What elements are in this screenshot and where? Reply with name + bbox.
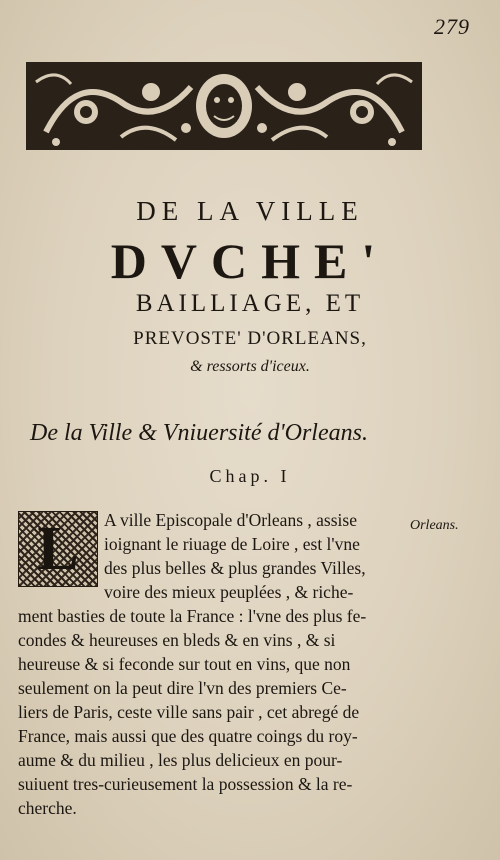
body-line: heureuse & si feconde sur tout en vins, que non xyxy=(18,654,351,674)
title-line-1: DE LA VILLE xyxy=(136,196,364,226)
body-line: voire des mieux peuplées , & riche- xyxy=(104,582,354,602)
title-line-3: BAILLIAGE, ET xyxy=(135,290,365,317)
body-line: France, mais aussi que des quatre coings du roy- xyxy=(18,726,358,746)
section-heading: De la Ville & Vniuersité d'Orleans. xyxy=(30,420,368,446)
body-line: cherche. xyxy=(18,798,77,818)
drop-cap-letter: L xyxy=(37,514,79,583)
body-line: des plus belles & plus grandes Villes, xyxy=(104,558,366,578)
title-line-2: DVCHE' xyxy=(110,233,390,289)
body-line: aume & du milieu , les plus delicieux en pour- xyxy=(18,750,343,770)
body-line: A ville Episcopale d'Orleans , assise xyxy=(104,510,357,530)
page-number: 279 xyxy=(434,14,470,39)
body-line: liers de Paris, ceste ville sans pair , cet abregé de xyxy=(18,702,360,722)
body-line: seulement on la peut dire l'vn des premiers Ce- xyxy=(18,678,347,698)
body-line: condes & heureuses en bleds & en vins , & si xyxy=(18,630,336,650)
title-line-5: & ressorts d'iceux. xyxy=(190,358,310,375)
margin-note: Orleans. xyxy=(410,518,459,533)
chapter-heading: Chap. I xyxy=(209,466,291,486)
body-line: ment basties de toute la France : l'vne des plus fe- xyxy=(18,606,367,626)
woodcut-headpiece-ornament xyxy=(26,62,422,150)
body-line: suiuent tres-curieusement la possession & la re- xyxy=(18,774,353,794)
decorated-drop-cap xyxy=(18,511,98,587)
title-line-4: PREVOSTE' D'ORLEANS, xyxy=(133,328,367,349)
body-line: ioignant le riuage de Loire , est l'vne xyxy=(104,534,360,554)
